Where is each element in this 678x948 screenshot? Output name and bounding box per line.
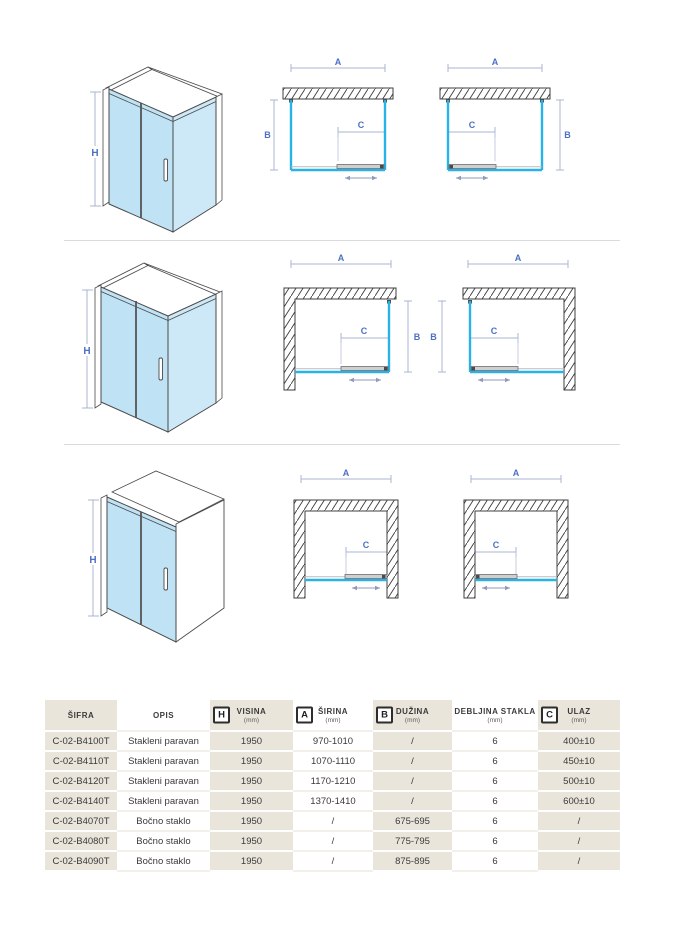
table-cell: 875-895 xyxy=(373,851,452,871)
table-cell: / xyxy=(293,851,373,871)
table-cell: / xyxy=(538,831,620,851)
dim-label-c: C xyxy=(492,540,500,550)
door-handle xyxy=(164,159,168,181)
table-cell: 775-795 xyxy=(373,831,452,851)
dim-label-c: C xyxy=(468,120,476,130)
letter-box-c: C xyxy=(541,707,558,724)
plan-view-1-right xyxy=(434,56,574,186)
table-cell: C-02-B4100T xyxy=(45,731,117,751)
table-cell: Stakleni paravan xyxy=(117,751,210,771)
table-cell: 1170-1210 xyxy=(293,771,373,791)
table-cell: C-02-B4120T xyxy=(45,771,117,791)
table-cell: 1950 xyxy=(210,831,293,851)
table-cell: Bočno staklo xyxy=(117,851,210,871)
table-cell: 1370-1410 xyxy=(293,791,373,811)
table-cell: Bočno staklo xyxy=(117,831,210,851)
table-cell: 1950 xyxy=(210,851,293,871)
table-cell: C-02-B4080T xyxy=(45,831,117,851)
header-debljina: DEBLJINA STAKLA (mm) xyxy=(452,700,538,731)
table-cell: 1950 xyxy=(210,731,293,751)
dim-label-a: A xyxy=(342,468,350,478)
niche-side-face xyxy=(176,500,224,642)
header-duzina: B DUŽINA (mm) xyxy=(373,700,452,731)
dim-label-c: C xyxy=(357,120,365,130)
slide-arrow xyxy=(349,378,381,382)
sliding-door xyxy=(471,367,518,371)
dim-label-a: A xyxy=(514,253,522,263)
sliding-door xyxy=(341,367,388,371)
wall-hatch-l-shape xyxy=(284,288,396,390)
wall-hatch-l-shape xyxy=(463,288,575,390)
table-cell: 450±10 xyxy=(538,751,620,771)
dim-label-h: H xyxy=(91,148,99,159)
table-cell: 6 xyxy=(452,851,538,871)
table-cell: Stakleni paravan xyxy=(117,791,210,811)
table-body xyxy=(45,731,620,871)
plan-view-1-left xyxy=(263,56,398,186)
table-cell: 600±10 xyxy=(538,791,620,811)
dim-label-h: H xyxy=(83,346,91,357)
table-cell: C-02-B4090T xyxy=(45,851,117,871)
isometric-drawing-paravan-2 xyxy=(78,250,236,440)
table-cell: / xyxy=(373,771,452,791)
table-row xyxy=(45,791,620,811)
slide-arrow xyxy=(482,586,510,590)
header-sirina: A ŠIRINA (mm) xyxy=(293,700,373,731)
dim-label-b: B xyxy=(564,130,571,140)
table-header-row xyxy=(45,700,620,731)
slide-arrow xyxy=(478,378,510,382)
glass-side-face xyxy=(168,294,216,432)
table-cell: / xyxy=(373,751,452,771)
letter-box-h: H xyxy=(213,707,230,724)
spec-table xyxy=(45,700,620,872)
table-cell: 1950 xyxy=(210,771,293,791)
plan-view-3-left xyxy=(276,466,416,602)
sliding-door xyxy=(345,575,387,579)
table-cell: 970-1010 xyxy=(293,731,373,751)
table-cell: / xyxy=(293,811,373,831)
sliding-door xyxy=(337,165,384,169)
slide-arrow xyxy=(456,176,488,180)
glass-door-face xyxy=(101,287,168,432)
table-cell: 6 xyxy=(452,771,538,791)
table-cell: C-02-B4070T xyxy=(45,811,117,831)
dim-label-b: B xyxy=(264,130,271,140)
section-divider xyxy=(64,444,620,445)
table-row xyxy=(45,731,620,751)
sliding-door xyxy=(449,165,496,169)
table-cell: 500±10 xyxy=(538,771,620,791)
dim-label-a: A xyxy=(512,468,520,478)
header-ulaz: C ULAZ (mm) xyxy=(538,700,620,731)
wall-hatch xyxy=(283,88,393,99)
table-cell: Stakleni paravan xyxy=(117,731,210,751)
isometric-drawing-door-niche xyxy=(84,456,242,656)
table-cell: 400±10 xyxy=(538,731,620,751)
table-row xyxy=(45,811,620,831)
table-cell: / xyxy=(373,731,452,751)
table-cell: 6 xyxy=(452,731,538,751)
table-row xyxy=(45,751,620,771)
dim-label-c: C xyxy=(360,326,368,336)
header-opis: OPIS xyxy=(117,700,210,731)
letter-box-a: A xyxy=(296,707,313,724)
table-cell: 6 xyxy=(452,831,538,851)
door-handle xyxy=(159,358,163,380)
door-handle xyxy=(164,568,168,590)
table-cell: / xyxy=(373,791,452,811)
table-cell: 6 xyxy=(452,811,538,831)
dim-label-c: C xyxy=(490,326,498,336)
sliding-door xyxy=(475,575,517,579)
table-cell: 6 xyxy=(452,791,538,811)
table-cell: / xyxy=(538,811,620,831)
table-cell: Bočno staklo xyxy=(117,811,210,831)
slide-arrow xyxy=(345,176,377,180)
table-row xyxy=(45,771,620,791)
dim-label-a: A xyxy=(334,57,342,67)
table-cell: C-02-B4110T xyxy=(45,751,117,771)
dim-label-b: B xyxy=(413,332,421,342)
table-cell: 6 xyxy=(452,751,538,771)
wall-hatch xyxy=(440,88,550,99)
glass-side-face xyxy=(173,97,216,232)
section-divider xyxy=(64,240,620,241)
dim-label-h: H xyxy=(89,555,97,566)
dim-label-a: A xyxy=(491,57,499,67)
dim-label-a: A xyxy=(337,253,345,263)
slide-arrow xyxy=(352,586,380,590)
isometric-drawing-paravan-1 xyxy=(86,56,236,240)
table-row xyxy=(45,851,620,871)
header-sifra: ŠIFRA xyxy=(45,700,117,731)
table-cell: / xyxy=(293,831,373,851)
table-cell: 1950 xyxy=(210,791,293,811)
table-cell: 1070-1110 xyxy=(293,751,373,771)
dim-label-c: C xyxy=(362,540,370,550)
letter-box-b: B xyxy=(376,707,393,724)
table-cell: C-02-B4140T xyxy=(45,791,117,811)
plan-view-2-right xyxy=(428,252,603,402)
table-cell: Stakleni paravan xyxy=(117,771,210,791)
table-cell: / xyxy=(538,851,620,871)
dim-label-b: B xyxy=(430,332,437,342)
table-cell: 675-695 xyxy=(373,811,452,831)
table-row xyxy=(45,831,620,851)
plan-view-3-right xyxy=(446,466,586,602)
table-cell: 1950 xyxy=(210,751,293,771)
plan-view-2-left xyxy=(256,252,431,402)
header-visina: H VISINA (mm) xyxy=(210,700,293,731)
table-cell: 1950 xyxy=(210,811,293,831)
